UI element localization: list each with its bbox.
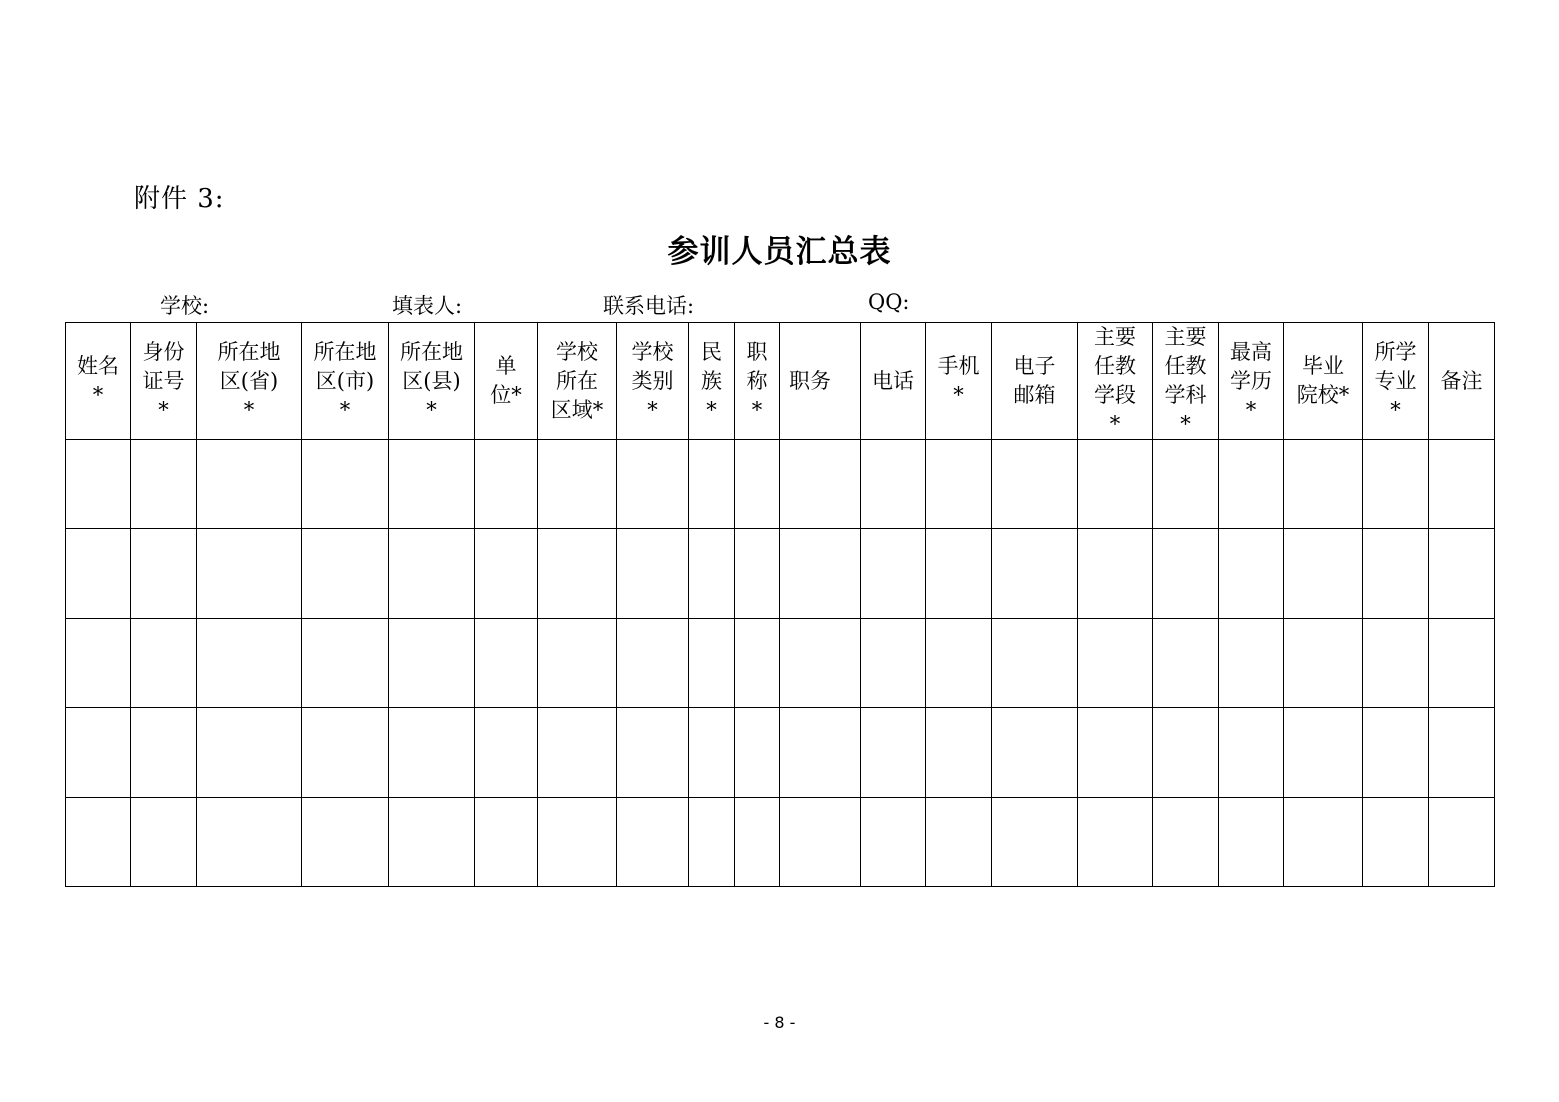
table-cell[interactable] [1078, 618, 1153, 707]
table-cell[interactable] [131, 797, 197, 886]
table-row [66, 797, 1495, 886]
table-cell[interactable] [131, 529, 197, 618]
table-cell[interactable] [66, 797, 131, 886]
table-cell[interactable] [735, 797, 780, 886]
school-field-label: 学校: [160, 294, 210, 318]
table-cell[interactable] [1429, 618, 1495, 707]
table-cell[interactable] [689, 797, 735, 886]
table-cell[interactable] [197, 440, 302, 529]
table-cell[interactable] [389, 440, 475, 529]
table-cell[interactable] [302, 797, 389, 886]
header-major: 所学 专业 * [1374, 339, 1417, 422]
header-cell [1284, 323, 1363, 440]
header-county: 所在地 区(县) * [400, 339, 463, 422]
table-cell[interactable] [780, 618, 861, 707]
header-cell [66, 323, 131, 440]
table-cell[interactable] [1078, 708, 1153, 797]
table-cell[interactable] [302, 618, 389, 707]
table-cell[interactable] [861, 797, 926, 886]
table-cell[interactable] [1284, 708, 1363, 797]
table-cell[interactable] [1363, 618, 1429, 707]
table-cell[interactable] [197, 618, 302, 707]
header-cell [689, 323, 735, 440]
table-cell[interactable] [1284, 440, 1363, 529]
table-cell[interactable] [861, 529, 926, 618]
table-cell[interactable] [66, 529, 131, 618]
table-cell[interactable] [992, 797, 1078, 886]
table-cell[interactable] [926, 529, 992, 618]
header-ethnicity: 民 族 * [701, 339, 722, 422]
header-province: 所在地 区(省) * [217, 339, 281, 422]
header-cell [302, 323, 389, 440]
table-cell[interactable] [197, 529, 302, 618]
table-cell[interactable] [131, 618, 197, 707]
table-cell[interactable] [861, 618, 926, 707]
header-id-number: 身份 证号 * [142, 339, 185, 422]
table-cell[interactable] [926, 708, 992, 797]
header-remarks: 备注 [1440, 368, 1483, 393]
qq-field-label: QQ: [868, 290, 910, 314]
header-cell [861, 323, 926, 440]
table-cell[interactable] [1363, 440, 1429, 529]
table-cell[interactable] [689, 440, 735, 529]
header-school-region: 学校 所在 区域* [550, 339, 604, 422]
header-title-rank: 职 称 * [746, 339, 768, 422]
table-cell[interactable] [861, 708, 926, 797]
page-title: 参训人员汇总表 [667, 234, 892, 270]
table-cell[interactable] [617, 618, 689, 707]
header-position: 职务 [789, 368, 831, 393]
page-number: - 8 - [763, 1013, 796, 1032]
table-cell[interactable] [1153, 529, 1219, 618]
table-cell[interactable] [475, 440, 538, 529]
table-cell[interactable] [131, 708, 197, 797]
table-cell[interactable] [1219, 708, 1284, 797]
table-cell[interactable] [735, 529, 780, 618]
table-cell[interactable] [992, 708, 1078, 797]
table-cell[interactable] [926, 618, 992, 707]
table-cell[interactable] [1429, 529, 1495, 618]
table-cell[interactable] [475, 529, 538, 618]
table-cell[interactable] [1078, 797, 1153, 886]
header-teaching-stage: 主要 任教 学段 * [1094, 325, 1136, 436]
table-cell[interactable] [617, 529, 689, 618]
header-cell [131, 323, 197, 440]
table-cell[interactable] [617, 440, 689, 529]
header-cell [617, 323, 689, 440]
header-highest-degree: 最高 学历 * [1230, 339, 1272, 422]
table-cell[interactable] [389, 529, 475, 618]
table-cell[interactable] [1429, 440, 1495, 529]
header-mobile: 手机 * [937, 354, 980, 407]
table-row [66, 618, 1495, 707]
table-cell[interactable] [1284, 529, 1363, 618]
table-cell[interactable] [1219, 618, 1284, 707]
table-cell[interactable] [302, 708, 389, 797]
table-cell[interactable] [780, 797, 861, 886]
header-cell [1153, 323, 1219, 440]
header-graduate-school: 毕业 院校* [1296, 354, 1350, 407]
header-teaching-subject: 主要 任教 学科 * [1164, 325, 1207, 436]
table-cell[interactable] [389, 618, 475, 707]
header-cell [780, 323, 861, 440]
table-cell[interactable] [1153, 618, 1219, 707]
table-body [66, 440, 1495, 887]
table-cell[interactable] [197, 797, 302, 886]
header-cell [992, 323, 1078, 440]
table-cell[interactable] [735, 440, 780, 529]
table-cell[interactable] [66, 440, 131, 529]
header-cell [1219, 323, 1284, 440]
table-cell[interactable] [735, 618, 780, 707]
table-cell[interactable] [197, 708, 302, 797]
table-cell[interactable] [1219, 440, 1284, 529]
header-cell [475, 323, 538, 440]
table-cell[interactable] [1429, 797, 1495, 886]
header-cell [197, 323, 302, 440]
header-cell [1429, 323, 1495, 440]
table-cell[interactable] [617, 708, 689, 797]
table-cell[interactable] [1284, 797, 1363, 886]
header-cell [735, 323, 780, 440]
table-cell[interactable] [1219, 529, 1284, 618]
table-cell[interactable] [926, 440, 992, 529]
table-cell[interactable] [1363, 529, 1429, 618]
table-cell[interactable] [1363, 797, 1429, 886]
table-cell[interactable] [475, 618, 538, 707]
attachment-label: 附件 3: [134, 184, 225, 214]
table-cell[interactable] [389, 708, 475, 797]
table-cell[interactable] [1153, 797, 1219, 886]
trainee-summary-table [65, 322, 1495, 887]
header-unit: 单 位* [490, 354, 522, 407]
header-cell [926, 323, 992, 440]
table-cell[interactable] [780, 440, 861, 529]
table-cell[interactable] [538, 618, 617, 707]
table-cell[interactable] [1153, 440, 1219, 529]
table-row [66, 529, 1495, 618]
table-cell[interactable] [617, 797, 689, 886]
header-city: 所在地 区(市) * [313, 339, 377, 422]
table-cell[interactable] [302, 440, 389, 529]
header-cell [389, 323, 475, 440]
table-cell[interactable] [689, 529, 735, 618]
table-cell[interactable] [538, 797, 617, 886]
table-cell[interactable] [66, 708, 131, 797]
table-cell[interactable] [992, 529, 1078, 618]
table-cell[interactable] [389, 797, 475, 886]
table-cell[interactable] [861, 440, 926, 529]
table-cell[interactable] [689, 708, 735, 797]
table-cell[interactable] [538, 440, 617, 529]
table-cell[interactable] [1219, 797, 1284, 886]
header-row [66, 323, 1495, 440]
table-cell[interactable] [1078, 440, 1153, 529]
table-row [66, 708, 1495, 797]
table-cell[interactable] [538, 708, 617, 797]
header-cell [538, 323, 617, 440]
header-school-type: 学校 类别 * [631, 339, 674, 422]
filler-field-label: 填表人: [392, 294, 463, 318]
table-cell[interactable] [689, 618, 735, 707]
table-cell[interactable] [1429, 708, 1495, 797]
table-cell[interactable] [1078, 529, 1153, 618]
table-cell[interactable] [475, 708, 538, 797]
table-cell[interactable] [992, 618, 1078, 707]
table-cell[interactable] [1363, 708, 1429, 797]
table-cell[interactable] [780, 708, 861, 797]
header-email: 电子 邮箱 [1013, 354, 1056, 407]
table-cell[interactable] [475, 797, 538, 886]
phone-field-label: 联系电话: [603, 294, 695, 318]
header-telephone: 电话 [872, 368, 914, 393]
table-cell[interactable] [1153, 708, 1219, 797]
header-name: 姓名 * [77, 354, 119, 407]
table-row [66, 440, 1495, 529]
table-cell[interactable] [66, 618, 131, 707]
table-cell[interactable] [538, 529, 617, 618]
header-cell [1078, 323, 1153, 440]
table-cell[interactable] [302, 529, 389, 618]
table-cell[interactable] [780, 529, 861, 618]
table-cell[interactable] [735, 708, 780, 797]
table-cell[interactable] [131, 440, 197, 529]
table-cell[interactable] [1284, 618, 1363, 707]
table-cell[interactable] [926, 797, 992, 886]
table-cell[interactable] [992, 440, 1078, 529]
header-cell [1363, 323, 1429, 440]
